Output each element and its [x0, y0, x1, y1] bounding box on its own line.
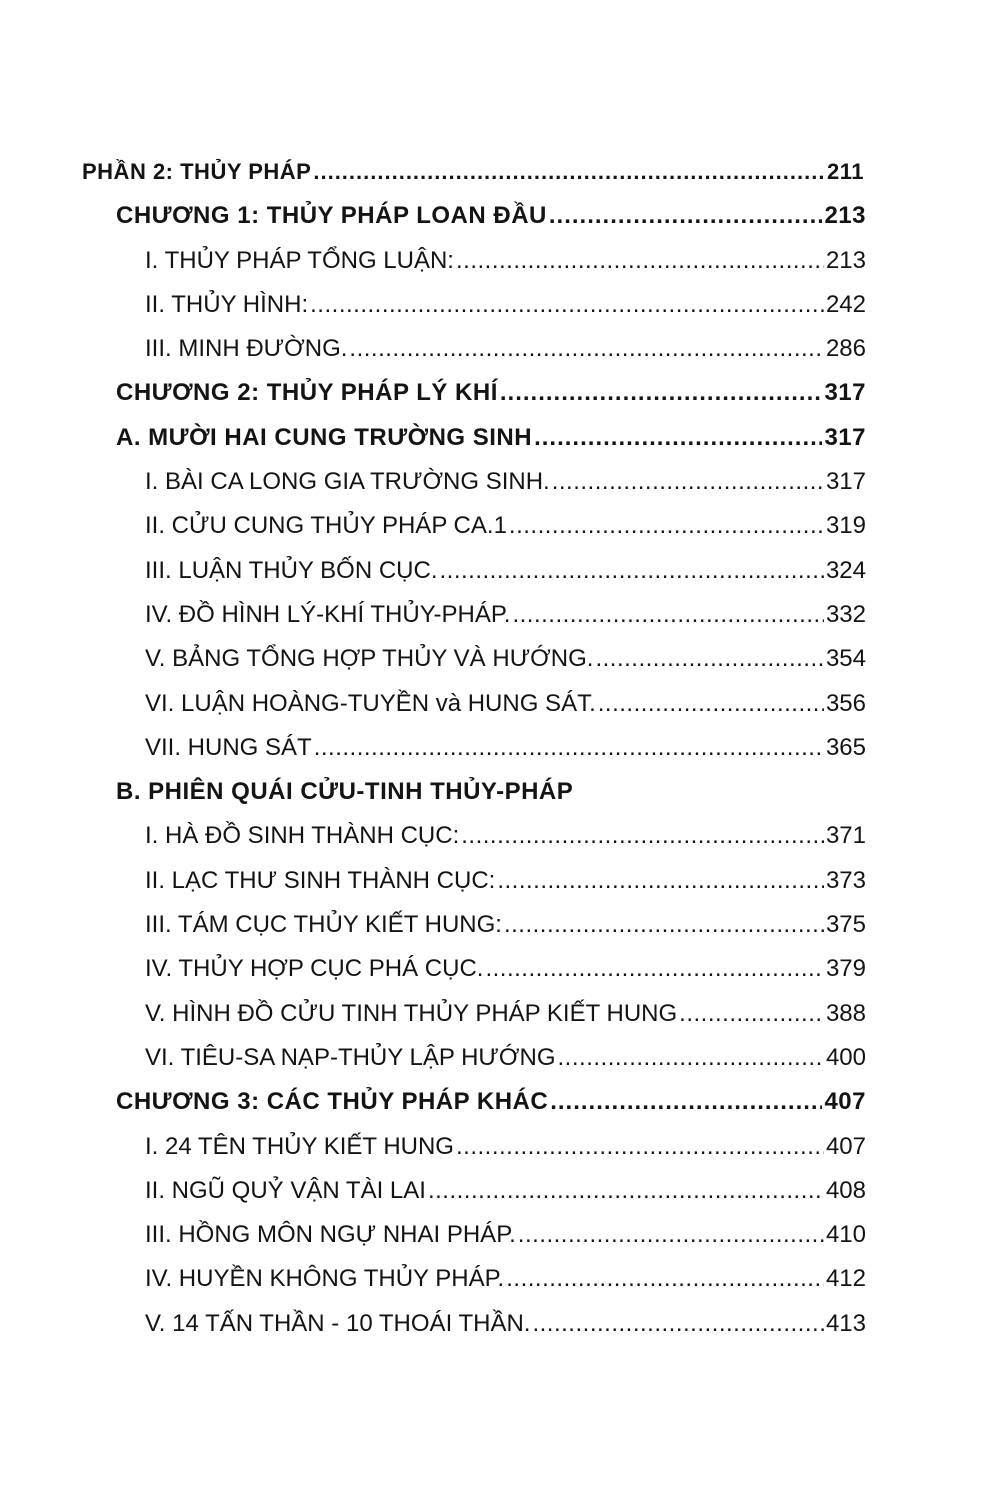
toc-entry-title: IV. HUYỀN KHÔNG THỦY PHÁP. — [145, 1265, 505, 1293]
toc-chapter-entry — [0, 416, 1000, 460]
dot-leader — [549, 204, 823, 228]
toc-section-entry — [0, 549, 1000, 593]
toc-entry-page-number: 408 — [825, 1176, 866, 1204]
toc-section-entry — [0, 992, 1000, 1036]
toc-section-entry — [0, 726, 1000, 770]
toc-entry-page-number: 412 — [825, 1265, 866, 1293]
dot-leader — [314, 736, 824, 760]
toc-entry-title: III. LUẬN THỦY BỐN CỤC. — [145, 556, 438, 584]
toc-entry-page-number: 213 — [825, 246, 866, 274]
toc-entry-title: II. LẠC THƯ SINH THÀNH CỤC: — [145, 866, 496, 894]
toc-entry-page-number: 413 — [825, 1309, 866, 1337]
toc-entry-page-number: 317 — [824, 423, 866, 451]
dot-leader — [497, 869, 824, 893]
toc-entry-page-number: 324 — [825, 556, 866, 584]
toc-entry-title: CHƯƠNG 2: THỦY PHÁP LÝ KHÍ — [116, 379, 498, 407]
dot-leader — [509, 514, 824, 538]
toc-entry-title: I. 24 TÊN THỦY KIẾT HUNG — [145, 1132, 454, 1160]
dot-leader — [504, 913, 824, 937]
toc-entry-page-number: 354 — [825, 645, 866, 673]
dot-leader — [500, 381, 823, 405]
toc-entry-page-number: 286 — [825, 335, 866, 363]
dot-leader — [461, 824, 824, 848]
toc-section-entry — [0, 1302, 1000, 1346]
toc-entry-title: III. TÁM CỤC THỦY KIẾT HUNG: — [145, 911, 502, 939]
toc-entry-title: CHƯƠNG 3: CÁC THỦY PHÁP KHÁC — [116, 1088, 549, 1116]
dot-leader — [552, 470, 824, 494]
toc-entry-title: A. MƯỜI HAI CUNG TRƯỜNG SINH — [116, 423, 533, 451]
toc-section-entry — [0, 814, 1000, 858]
toc-entry-title: I. BÀI CA LONG GIA TRƯỜNG SINH. — [145, 468, 550, 496]
toc-entry-page-number: 365 — [825, 733, 866, 761]
toc-entry-title: I. THỦY PHÁP TỔNG LUẬN: — [145, 246, 454, 274]
dot-leader — [440, 559, 824, 583]
toc-chapter-entry — [0, 1080, 1000, 1124]
toc-section-entry — [0, 460, 1000, 504]
toc-entry-page-number: 379 — [825, 955, 866, 983]
toc-chapter-entry — [0, 770, 1000, 814]
toc-entry-title: III. MINH ĐƯỜNG. — [145, 335, 348, 363]
dot-leader — [313, 161, 825, 183]
table-of-contents — [0, 150, 1000, 1346]
toc-entry-page-number: 388 — [825, 999, 866, 1027]
toc-chapter-entry — [0, 371, 1000, 415]
toc-section-entry — [0, 239, 1000, 283]
toc-entry-title: V. BẢNG TỔNG HỢP THỦY VÀ HƯỚNG. — [145, 645, 594, 673]
dot-leader — [456, 249, 824, 273]
toc-entry-title: V. HÌNH ĐỒ CỬU TINH THỦY PHÁP KIẾT HUNG — [145, 999, 678, 1027]
toc-entry-page-number: 211 — [827, 159, 864, 184]
toc-entry-title: VII. HUNG SÁT — [145, 733, 312, 761]
dot-leader — [456, 1135, 824, 1159]
toc-entry-title: II. NGŨ QUỶ VẬN TÀI LAI — [145, 1176, 426, 1204]
dot-leader — [534, 426, 822, 450]
toc-entry-page-number: 407 — [824, 1088, 866, 1116]
toc-entry-title: PHẦN 2: THỦY PHÁP — [82, 159, 312, 184]
toc-entry-page-number: 375 — [825, 911, 866, 939]
dot-leader — [532, 1312, 823, 1336]
dot-leader — [428, 1179, 824, 1203]
toc-entry-page-number: 373 — [825, 866, 866, 894]
dot-leader — [518, 1223, 824, 1247]
toc-entry-page-number: 242 — [825, 290, 866, 318]
toc-section-entry — [0, 682, 1000, 726]
toc-entry-page-number: 356 — [825, 689, 866, 717]
dot-leader — [485, 957, 824, 981]
dot-leader — [598, 692, 824, 716]
toc-entry-title: III. HỒNG MÔN NGỰ NHAI PHÁP. — [145, 1221, 516, 1249]
toc-entry-title: IV. THỦY HỢP CỤC PHÁ CỤC. — [145, 955, 484, 983]
dot-leader — [512, 603, 824, 627]
toc-section-entry — [0, 903, 1000, 947]
toc-section-entry — [0, 1257, 1000, 1301]
toc-section-entry — [0, 637, 1000, 681]
toc-section-entry — [0, 1125, 1000, 1169]
toc-entry-title: CHƯƠNG 1: THỦY PHÁP LOAN ĐẦU — [116, 202, 547, 230]
toc-entry-title: II. CỬU CUNG THỦY PHÁP CA.1 — [145, 512, 507, 540]
toc-entry-page-number: 332 — [825, 600, 866, 628]
toc-section-entry — [0, 327, 1000, 371]
toc-entry-title: IV. ĐỒ HÌNH LÝ-KHÍ THỦY-PHÁP. — [145, 600, 511, 628]
dot-leader — [310, 293, 824, 317]
dot-leader — [595, 647, 824, 671]
dot-leader — [558, 1046, 824, 1070]
dot-leader — [550, 1090, 822, 1114]
toc-entry-page-number: 371 — [825, 822, 866, 850]
toc-section-entry — [0, 593, 1000, 637]
toc-section-entry — [0, 947, 1000, 991]
toc-entry-page-number: 317 — [825, 468, 866, 496]
toc-entry-title: II. THỦY HÌNH: — [145, 290, 309, 318]
toc-section-entry — [0, 859, 1000, 903]
toc-entry-title: B. PHIÊN QUÁI CỬU-TINH THỦY-PHÁP — [116, 778, 574, 806]
toc-entry-page-number: 317 — [824, 379, 866, 407]
toc-entry-page-number: 400 — [825, 1043, 866, 1071]
toc-entry-title: VI. LUẬN HOÀNG-TUYỀN và HUNG SÁT. — [145, 689, 596, 717]
toc-entry-title: V. 14 TẤN THẦN - 10 THOÁI THẦN. — [145, 1309, 531, 1337]
toc-part-entry — [0, 150, 1000, 194]
toc-section-entry — [0, 283, 1000, 327]
toc-section-entry — [0, 1169, 1000, 1213]
toc-entry-page-number: 319 — [825, 512, 866, 540]
toc-chapter-entry — [0, 194, 1000, 238]
toc-section-entry — [0, 1213, 1000, 1257]
dot-leader — [506, 1267, 824, 1291]
toc-section-entry — [0, 1036, 1000, 1080]
dot-leader — [349, 337, 824, 361]
toc-entry-page-number: 407 — [825, 1132, 866, 1160]
toc-section-entry — [0, 504, 1000, 548]
toc-entry-page-number: 410 — [825, 1221, 866, 1249]
toc-entry-title: I. HÀ ĐỒ SINH THÀNH CỤC: — [145, 822, 460, 850]
dot-leader — [679, 1002, 824, 1026]
toc-entry-page-number: 213 — [824, 202, 866, 230]
toc-entry-title: VI. TIÊU-SA NẠP-THỦY LẬP HƯỚNG — [145, 1043, 556, 1071]
